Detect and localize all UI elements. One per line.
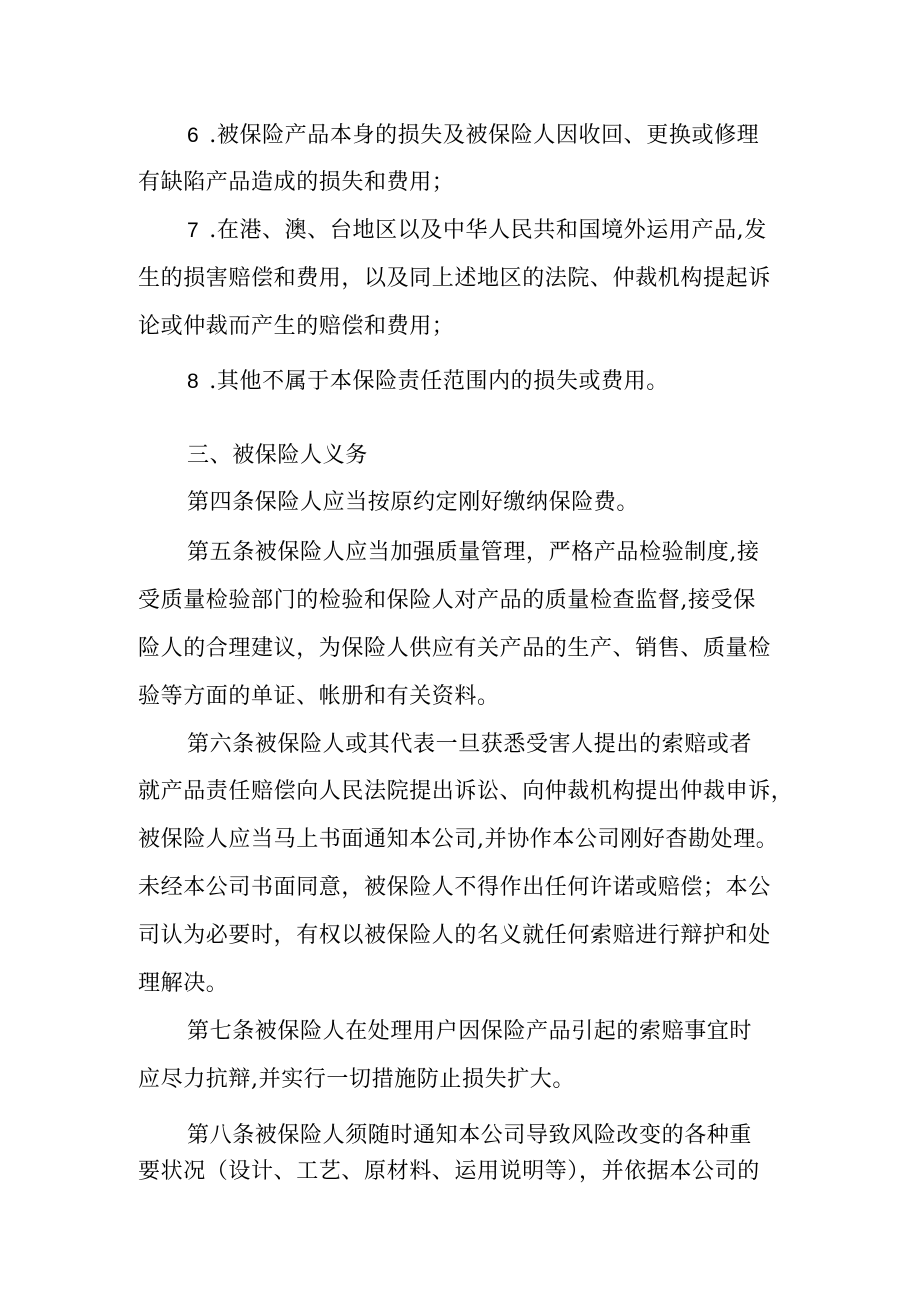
section-heading: 三、被保险人义务: [187, 443, 368, 468]
item-7-line-2: 生的损害赔偿和费用，以及同上述地区的法院、仲裁机构提起诉: [138, 266, 771, 291]
article-5-line-4: 验等方面的单证、帐册和有关资料。: [138, 684, 500, 709]
article-6-line-3: 被保险人应当马上书面通知本公司,并协作本公司刚好杳勘处理。: [138, 827, 779, 852]
article-5-line-1: 第五条被保险人应当加强质量管理，严格产品检验制度,接: [187, 540, 760, 565]
article-5-line-2: 受质量检验部门的检验和保险人对产品的质量检查监督,接受保: [138, 588, 756, 613]
item-6-line-2: 有缺陷产品造成的损失和费用；: [138, 170, 455, 195]
item-number: 8: [187, 370, 200, 393]
article-6-line-5: 司认为必要时，有权以被保险人的名义就任何索赔进行辩护和处: [138, 923, 771, 948]
article-4-line-1: 第四条保险人应当按原约定刚好缴纳保险费。: [187, 490, 640, 515]
article-6-line-6: 理解决。: [138, 971, 229, 996]
article-6-line-4: 未经本公司书面同意，被保险人不得作出任何许诺或赔偿；本公: [138, 875, 771, 900]
article-6-line-1: 第六条被保险人或其代表一旦获悉受害人提出的索赔或者: [187, 732, 753, 757]
article-5-line-3: 险人的合理建议，为保险人供应有关产品的生产、销售、质量检: [138, 636, 771, 661]
item-number: 7: [187, 219, 200, 242]
item-6-line-1: 6 .被保险产品本身的损失及被保险人因收回、更换或修理: [187, 123, 760, 148]
item-7-line-1: 7 .在港、澳、台地区以及中华人民共和国境外运用产品,发: [187, 218, 767, 243]
article-7-line-2: 应尽力抗辩,并实行一切措施防止损失扩大。: [138, 1067, 575, 1092]
item-number: 6: [187, 124, 200, 147]
article-6-line-2: 就产品责任赔偿向人民法院提出诉讼、向仲裁机构提出仲裁申诉，: [138, 779, 794, 804]
article-8-line-2: 要状况（设计、工艺、原材料、运用说明等），并依据本公司的: [138, 1159, 760, 1184]
article-8-line-1: 第八条被保险人须随时通知本公司导致风险改变的各种重: [187, 1123, 753, 1148]
article-7-line-1: 第七条被保险人在处理用户因保险产品引起的索赔事宜时: [187, 1019, 753, 1044]
item-7-line-3: 论或仲裁而产生的赔偿和费用；: [138, 314, 455, 339]
item-8-line-1: 8 .其他不属于本保险责任范围内的损失或费用。: [187, 369, 669, 394]
